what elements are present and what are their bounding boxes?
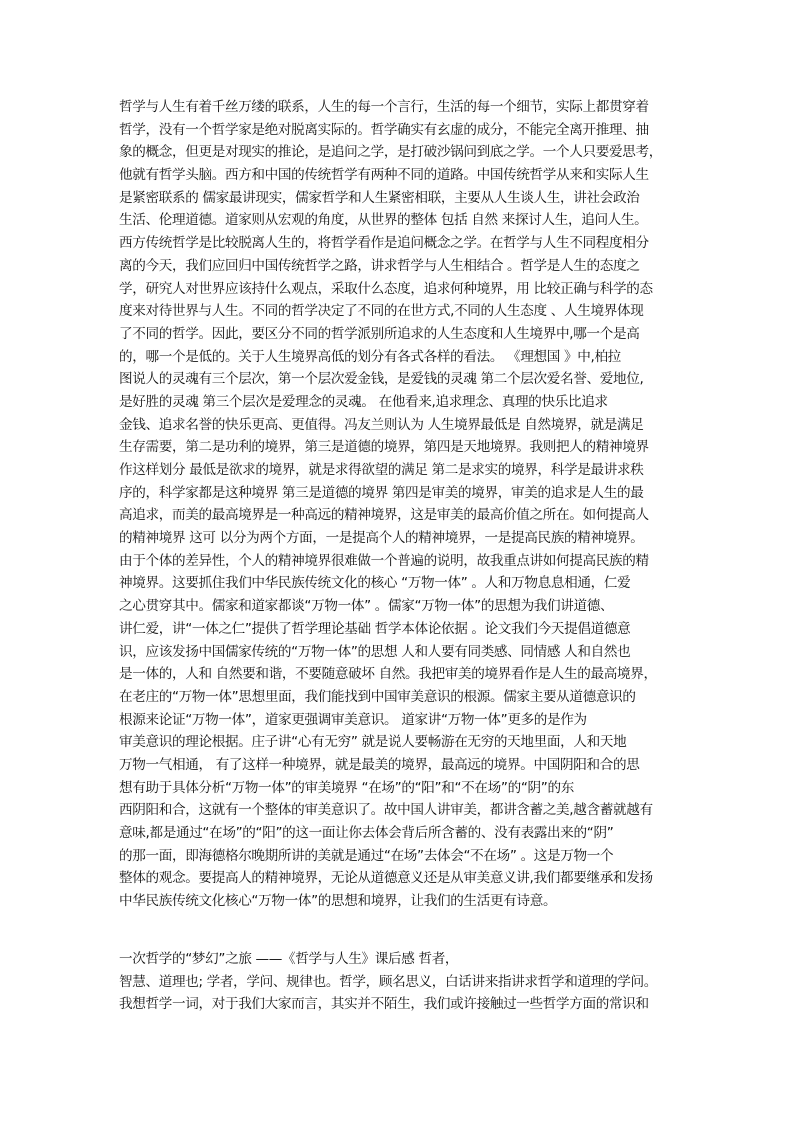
text-line: 图说人的灵魂有三个层次，第一个层次爱金钱，是爱钱的灵魂 第二个层次爱名誉、爱地位, xyxy=(119,371,644,388)
text-line: 智慧、道理也; 学者，学问、规律也。哲学，顾名思义，白话讲来指讲求哲学和道理的学问。 xyxy=(119,973,657,990)
text-line: 是一体的，人和 自然要和谐，不要随意破坏 自然。我把审美的境界看作是人生的最高境界， xyxy=(119,666,657,683)
text-line: 度来对待世界与人生。不同的哲学决定了不同的在世方式,不同的人生态度 、人生境界体现 xyxy=(119,303,644,320)
text-line: 中华民族传统文化核心“万物一体”的思想和境界，让我们的生活更有诗意。 xyxy=(119,893,557,910)
text-line: 离的今天，我们应回归中国传统哲学之路，讲求哲学与人生相结合 。哲学是人生的态度之 xyxy=(119,257,640,274)
text-line: 高追求，而美的最高境界是一种高远的精神境界，这是审美的最高价值之所在。如何提高人 xyxy=(119,507,649,524)
second-essay-intro xyxy=(119,948,679,1016)
text-line: 的精神境界 这可 以分为两个方面，一是提高个人的精神境界，一是提高民族的精神境界。 xyxy=(119,530,644,547)
text-line: 的那一面，即海德格尔晚期所讲的美就是通过“在场”去体会“不在场” 。这是万物一个 xyxy=(119,847,614,864)
text-line: 象的概念，但更是对现实的推论，是追问之学，是打破沙锅问到底之学。一个人只要爱思考， xyxy=(119,144,662,161)
text-line: 之心贯穿其中。儒家和道家都谈“万物一体” 。儒家“万物一体”的思想为我们讲道德、 xyxy=(119,598,614,615)
text-line: 生活、伦理道德。道家则从宏观的角度，从世界的整体 包括 自然 来探讨人生，追问人生。 xyxy=(119,212,648,229)
text-line: 他就有哲学头脑。西方和中国的传统哲学有两种不同的道路。中国传统哲学从来和实际人生 xyxy=(119,167,649,184)
text-line: 一次哲学的“梦幻”之旅 ——《哲学与人生》课后感 哲者， xyxy=(119,951,459,967)
text-line: 想有助于具体分析“万物一体”的审美境界 “在场”的“阳”和“不在场”的“阴”的东 xyxy=(119,779,574,796)
text-line: 万物一气相通， 有了这样一种境界，就是最美的境界，最高远的境界。中国阴阳和合的思 xyxy=(119,756,640,773)
text-line: 识，应该发扬中国儒家传统的“万物一体”的思想 人和人要有同类感、同情感 人和自然也 xyxy=(119,643,631,660)
text-line: 我想哲学一词，对于我们大家而言，其实并不陌生，我们或许接触过一些哲学方面的常识和 xyxy=(119,996,649,1013)
text-line: 了不同的哲学。因此，要区分不同的哲学派别所追求的人生态度和人生境界中,哪一个是高 xyxy=(119,325,640,342)
text-line: 哲学与人生有着千丝万缕的联系，人生的每一个言行，生活的每一个细节，实际上都贯穿着 xyxy=(119,99,649,115)
text-line: 序的，科学家都是这种境界 第三是道德的境界 第四是审美的境界，审美的追求是人生的最 xyxy=(119,484,644,501)
text-line: 是紧密联系的 儒家最讲现实，儒家哲学和人生紧密相联，主要从人生谈人生，讲社会政治 xyxy=(119,189,640,206)
text-line: 讲仁爱，讲“一体之仁”提供了哲学理论基础 哲学本体论依据 。论文我们今天提倡道德意 xyxy=(119,620,631,637)
text-line: 哲学，没有一个哲学家是绝对脱离实际的。哲学确实有玄虚的成分，不能完全离开推理、抽 xyxy=(119,121,649,138)
text-line: 西方传统哲学是比较脱离人生的，将哲学看作是追问概念之学。在哲学与人生不同程度相分 xyxy=(119,235,649,252)
text-line: 作这样划分 最低是欲求的境界，就是求得欲望的满足 第二是求实的境界，科学是最讲求秩 xyxy=(119,462,644,478)
text-line: 学，研究人对世界应该持什么观点，采取什么态度，追求何种境界，用 比较正确与科学的态 xyxy=(119,280,653,297)
text-line: 神境界。这要抓住我们中华民族传统文化的核心 “万物一体” 。人和万物息息相通，仁爱 xyxy=(119,575,631,592)
text-line: 金钱、追求名誉的快乐更高、更值得。冯友兰则认为 人生境界最低是 自然境界，就是满足 xyxy=(119,416,644,433)
text-line: 由于个体的差异性，个人的精神境界很难做一个普遍的说明，故我重点讲如何提高民族的精 xyxy=(119,552,649,569)
text-line: 生存需要，第二是功利的境界，第三是道德的境界，第四是天地境界。我则把人的精神境界 xyxy=(119,439,649,456)
text-line: 在老庄的“万物一体”思想里面，我们能找到中国审美意识的根源。儒家主要从道德意识的 xyxy=(119,688,636,705)
text-line: 整体的观念。要提高人的精神境界，无论从道德意义还是从审美意义讲,我们都要继承和发扬 xyxy=(119,870,653,887)
text-line: 的，哪一个是低的。关于人生境界高低的划分有各式各样的看法。 《理想国 》中,柏拉 xyxy=(119,348,621,365)
text-line: 根源来论证“万物一体”，道家更强调审美意识。 道家讲“万物一体”更多的是作为 xyxy=(119,711,587,728)
text-line: 意味,都是通过“在场”的“阳”的这一面让你去体会背后所含蓄的、没有表露出来的“阴” xyxy=(119,825,614,841)
text-line: 西阴阳和合，这就有一个整体的审美意识了。故中国人讲审美，都讲含蓄之美,越含蓄就越有 xyxy=(119,802,653,819)
text-line: 是好胜的灵魂 第三个层次是爱理念的灵魂。 在他看来,追求理念、真理的快乐比追求 xyxy=(119,393,608,410)
essay-body xyxy=(119,96,679,913)
text-line: 审美意识的理论根据。庄子讲“心有无穷” 就是说人要畅游在无穷的天地里面，人和天地 xyxy=(119,734,627,751)
